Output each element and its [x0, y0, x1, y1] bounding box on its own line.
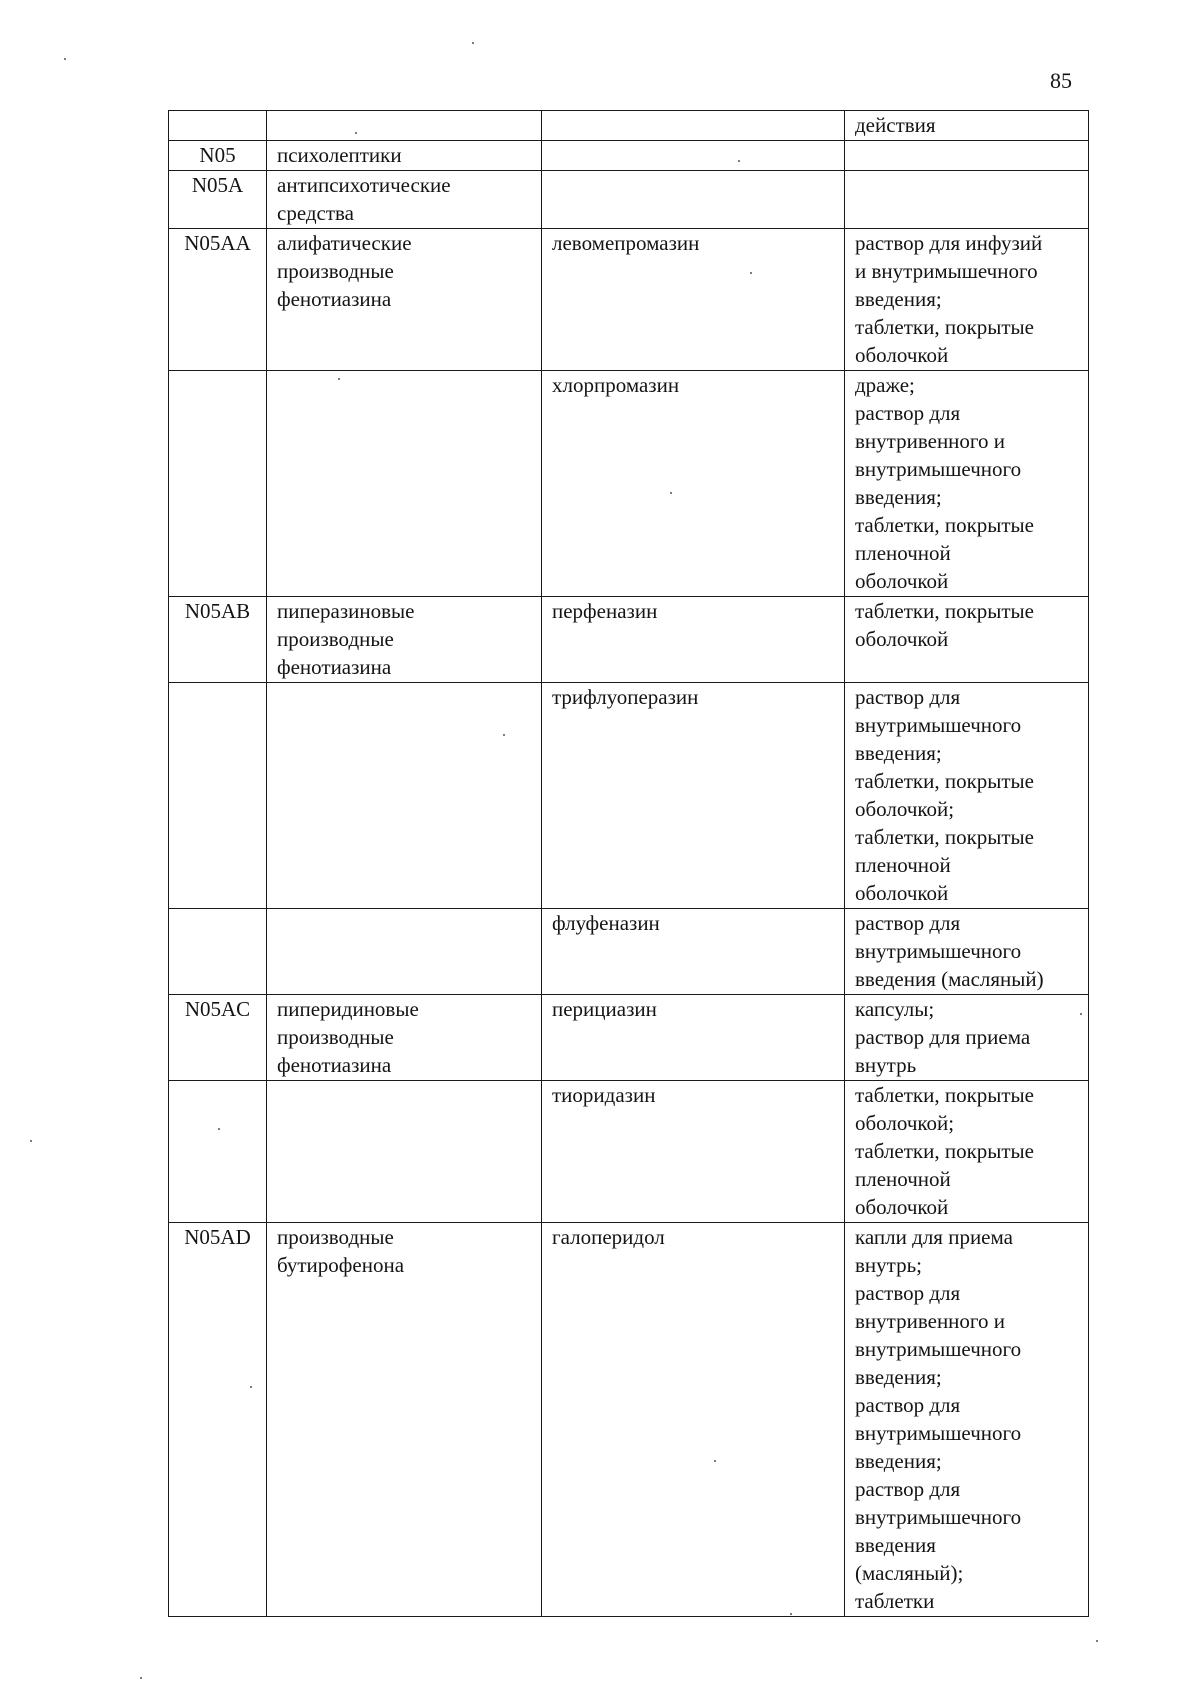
dosage-form-line: раствор для — [855, 1281, 961, 1305]
dosage-form-line: таблетки, покрытые — [855, 513, 1034, 537]
pharmacological-group-cell — [267, 909, 542, 995]
dosage-form-line: оболочкой — [855, 627, 949, 651]
table-row — [169, 1081, 1089, 1223]
table-row — [169, 995, 1089, 1081]
dosage-form-line: оболочкой — [855, 343, 949, 367]
dosage-form-line: оболочкой — [855, 881, 949, 905]
table-row — [169, 1223, 1089, 1617]
drug-table — [168, 110, 1089, 1617]
dosage-form-line: раствор для — [855, 1477, 961, 1501]
dosage-form-line: капсулы; — [855, 997, 935, 1021]
drug-name-cell: перфеназин — [542, 597, 845, 683]
dosage-form-line: внутримышечного — [855, 1421, 1022, 1445]
atc-code-cell: N05 — [169, 141, 267, 171]
group-text-line: фенотиазина — [277, 287, 392, 311]
group-text-line: производные — [277, 1225, 394, 1249]
atc-code-cell — [169, 683, 267, 909]
drug-name-cell: тиоридазин — [542, 1081, 845, 1223]
atc-code-cell: N05AD — [169, 1223, 267, 1617]
dosage-form-line: таблетки, покрытые — [855, 1083, 1034, 1107]
group-text-line: пиперидиновые — [277, 997, 419, 1021]
dosage-forms-cell — [845, 1081, 1089, 1223]
dosage-forms-cell — [845, 995, 1089, 1081]
pharmacological-group-cell — [267, 683, 542, 909]
table-row — [169, 229, 1089, 371]
dosage-form-line: раствор для — [855, 685, 961, 709]
dosage-forms-cell — [845, 171, 1089, 229]
drug-name-cell: трифлуоперазин — [542, 683, 845, 909]
page-number: 85 — [1050, 68, 1072, 93]
group-text-line: производные — [277, 627, 394, 651]
group-text-line: фенотиазина — [277, 655, 392, 679]
dosage-form-line: таблетки, покрытые — [855, 315, 1034, 339]
atc-code-cell: N05AB — [169, 597, 267, 683]
drug-table-body — [169, 111, 1089, 1617]
dosage-form-line: введения; — [855, 1365, 942, 1389]
dosage-form-line: действия — [855, 113, 936, 137]
group-text-line: производные — [277, 1025, 394, 1049]
dosage-forms-cell — [845, 909, 1089, 995]
dosage-form-line: введения; — [855, 1449, 942, 1473]
dosage-form-line: внутривенного и — [855, 429, 1005, 453]
table-row — [169, 141, 1089, 171]
dosage-form-line: оболочкой — [855, 569, 949, 593]
group-text-line: бутирофенона — [277, 1253, 405, 1277]
group-text-line: производные — [277, 259, 394, 283]
drug-name-cell: левомепромазин — [542, 229, 845, 371]
dosage-form-line: внутримышечного — [855, 1505, 1022, 1529]
dosage-form-line: раствор для — [855, 401, 961, 425]
dosage-forms-cell — [845, 371, 1089, 597]
dosage-form-line: введения — [855, 1533, 936, 1557]
pharmacological-group-cell — [267, 371, 542, 597]
group-text-line: фенотиазина — [277, 1053, 392, 1077]
dosage-forms-cell — [845, 141, 1089, 171]
dosage-form-line: введения; — [855, 485, 942, 509]
dosage-form-line: раствор для инфузий — [855, 231, 1043, 255]
pharmacological-group-cell — [267, 171, 542, 229]
drug-name-cell: перициазин — [542, 995, 845, 1081]
dosage-forms-cell — [845, 683, 1089, 909]
group-text-line: антипсихотические — [277, 173, 451, 197]
table-row — [169, 371, 1089, 597]
table-row — [169, 111, 1089, 141]
drug-name-cell: галоперидол — [542, 1223, 845, 1617]
dosage-form-line: введения; — [855, 287, 942, 311]
dosage-form-line: и внутримышечного — [855, 259, 1038, 283]
pharmacological-group-cell — [267, 597, 542, 683]
dosage-form-line: внутрь — [855, 1053, 917, 1077]
dosage-form-line: внутримышечного — [855, 457, 1022, 481]
pharmacological-group-cell — [267, 1081, 542, 1223]
drug-name-cell — [542, 111, 845, 141]
dosage-form-line: таблетки, покрытые — [855, 825, 1034, 849]
group-text-line: психолептики — [277, 143, 402, 167]
atc-code-cell — [169, 111, 267, 141]
drug-name-cell: хлорпромазин — [542, 371, 845, 597]
atc-code-cell: N05AA — [169, 229, 267, 371]
atc-code-cell — [169, 371, 267, 597]
dosage-form-line: раствор для — [855, 1393, 961, 1417]
group-text-line: пиперазиновые — [277, 599, 415, 623]
dosage-form-line: оболочкой; — [855, 1111, 955, 1135]
dosage-forms-cell — [845, 1223, 1089, 1617]
dosage-form-line: (масляный); — [855, 1561, 964, 1585]
drug-name-cell: флуфеназин — [542, 909, 845, 995]
dosage-forms-cell — [845, 111, 1089, 141]
dosage-form-line: внутривенного и — [855, 1309, 1005, 1333]
pharmacological-group-cell — [267, 111, 542, 141]
atc-code-cell: N05A — [169, 171, 267, 229]
dosage-form-line: таблетки — [855, 1589, 935, 1613]
dosage-form-line: таблетки, покрытые — [855, 1139, 1034, 1163]
dosage-form-line: введения; — [855, 741, 942, 765]
table-row — [169, 909, 1089, 995]
dosage-forms-cell — [845, 229, 1089, 371]
dosage-form-line: таблетки, покрытые — [855, 599, 1034, 623]
table-row — [169, 683, 1089, 909]
dosage-form-line: введения (масляный) — [855, 967, 1044, 991]
group-text-line: алифатические — [277, 231, 412, 255]
table-row — [169, 171, 1089, 229]
atc-code-cell: N05AC — [169, 995, 267, 1081]
dosage-form-line: капли для приема — [855, 1225, 1013, 1249]
pharmacological-group-cell — [267, 1223, 542, 1617]
group-text-line: средства — [277, 201, 355, 225]
atc-code-cell — [169, 1081, 267, 1223]
dosage-form-line: раствор для — [855, 911, 961, 935]
dosage-form-line: раствор для приема — [855, 1025, 1031, 1049]
dosage-form-line: пленочной — [855, 853, 951, 877]
dosage-form-line: оболочкой — [855, 1195, 949, 1219]
drug-name-cell — [542, 141, 845, 171]
pharmacological-group-cell — [267, 995, 542, 1081]
dosage-form-line: внутримышечного — [855, 939, 1022, 963]
dosage-form-line: драже; — [855, 373, 915, 397]
pharmacological-group-cell — [267, 229, 542, 371]
dosage-form-line: внутримышечного — [855, 1337, 1022, 1361]
dosage-form-line: внутрь; — [855, 1253, 922, 1277]
dosage-forms-cell — [845, 597, 1089, 683]
dosage-form-line: таблетки, покрытые — [855, 769, 1034, 793]
atc-code-cell — [169, 909, 267, 995]
dosage-form-line: внутримышечного — [855, 713, 1022, 737]
pharmacological-group-cell — [267, 141, 542, 171]
dosage-form-line: пленочной — [855, 541, 951, 565]
dosage-form-line: пленочной — [855, 1167, 951, 1191]
dosage-form-line: оболочкой; — [855, 797, 955, 821]
table-row — [169, 597, 1089, 683]
drug-name-cell — [542, 171, 845, 229]
